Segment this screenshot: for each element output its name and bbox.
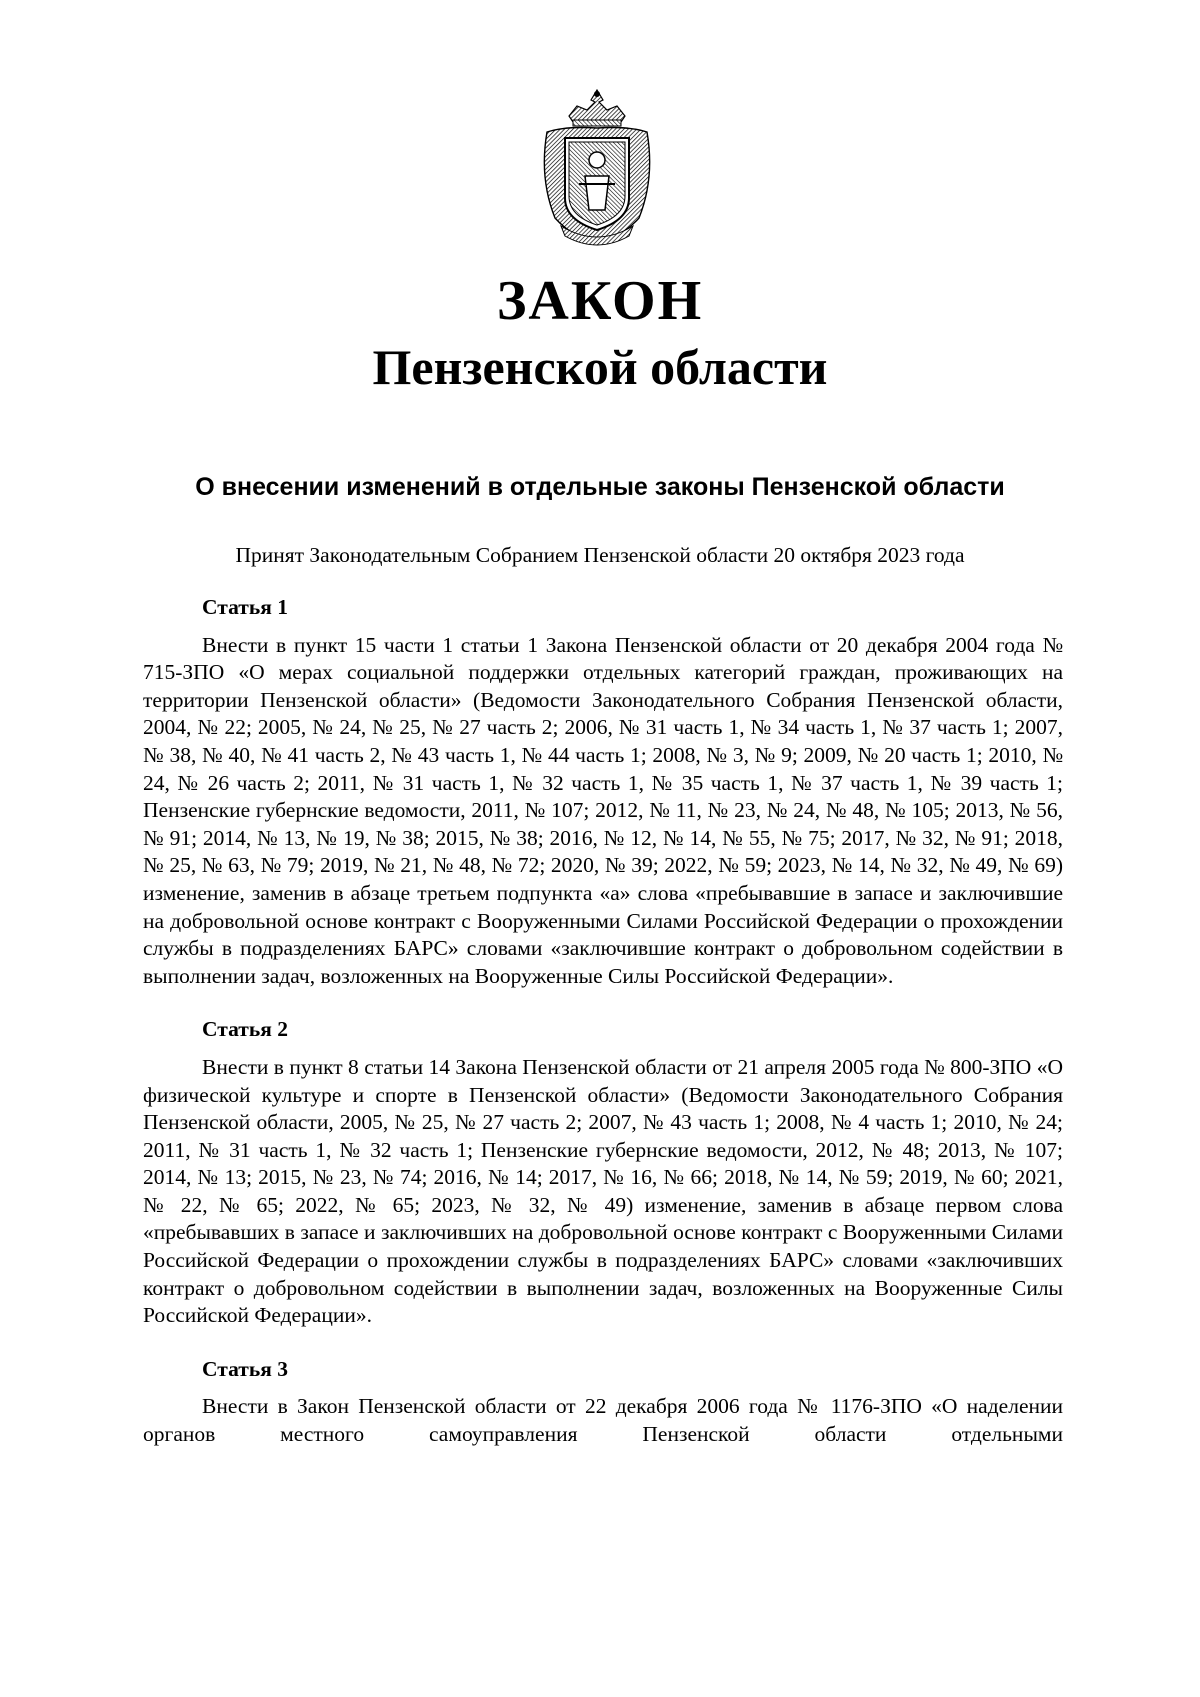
- article-title: Статья 1: [202, 595, 288, 619]
- article-text: Внести в Закон Пензенской области от 22 декабря 2006 года № 1176-ЗПО «О наделении органов местного самоуправления Пензенской области отдельными: [143, 1394, 1063, 1447]
- article-2: [143, 1016, 1063, 1330]
- article-title: Статья 3: [202, 1356, 288, 1381]
- article-title: Статья 2: [202, 1017, 288, 1042]
- article-1: [143, 594, 1063, 990]
- adoption-note: Принят Законодательным Собранием Пензенской области 20 октября 2023 года: [235, 543, 965, 567]
- document-body: [143, 594, 1063, 1449]
- law-region: Пензенской области: [372, 339, 828, 395]
- coat-of-arms-icon: [533, 88, 661, 246]
- article-text: Внести в пункт 15 части 1 статьи 1 Закона Пензенской области от 20 декабря 2004 года № 715-ЗПО «О мерах социальной поддержки отдельных категорий граждан, проживающих на территории Пензенской области» (Ведомости Законодательного Собрания Пензенской области, 2004, № 22; 2005, № 24, № 25, № 27 часть 2; 2006, № 31 часть 1, № 34 часть 1, № 37 часть 1; 2007, № 38, № 40, № 41 часть 2, № 43 часть 1, № 44 часть 1; 2008, № 3, № 9; 2009, № 20 часть 1; 2010, № 24, № 26 часть 2; 2011, № 31 часть 1, № 32 часть 1, № 35 часть 1, № 37 часть 1, № 39 часть 1; Пензенские губернские ведомости, 2011, № 107; 2012, № 11, № 23, № 24, № 48, № 105; 2013, № 56, № 91; 2014, № 13, № 19, № 38; 2015, № 38; 2016, № 12, № 14, № 55, № 75; 2017, № 32, № 91; 2018, № 25, № 63, № 79; 2019, № 21, № 48, № 72; 2020, № 39; 2022, № 59; 2023, № 14, № 32, № 49, № 69) изменение, заменив в абзаце третьем подпункта «а» слова «пребывавшие в запасе и заключившие на добровольной основе контракт с Вооруженными Силами Российской Федерации о прохождении службы в подразделениях БАРС» словами «заключившие контракт о добровольном содействии в выполнении задач, возложенных на Вооруженные Силы Российской Федерации».: [143, 632, 1063, 988]
- law-title: ЗАКОН: [496, 270, 704, 332]
- document-heading: О внесении изменений в отдельные законы Пензенской области: [195, 473, 1005, 501]
- article-3: [143, 1356, 1063, 1449]
- article-text: Внести в пункт 8 статьи 14 Закона Пензенской области от 21 апреля 2005 года № 800-ЗПО «О физической культуре и спорте в Пензенской области» (Ведомости Законодательного Собрания Пензенской области, 2005, № 25, № 27 часть 2; 2007, № 43 часть 1; 2008, № 4 часть 1; 2010, № 24; 2011, № 31 часть 1, № 32 часть 1; Пензенские губернские ведомости, 2012, № 48; 2013, № 107; 2014, № 13; 2015, № 23, № 74; 2016, № 14; 2017, № 16, № 66; 2018, № 14, № 59; 2019, № 60; 2021, № 22, № 65; 2022, № 65; 2023, № 32, № 49) изменение, заменив в абзаце первом слова «пребывавших в запасе и заключивших на добровольной основе контракт с Вооруженными Силами Российской Федерации о прохождении службы в подразделениях БАРС» словами «заключивших контракт о добровольном содействии в выполнении задач, возложенных на Вооруженные Силы Российской Федерации».: [143, 1054, 1063, 1328]
